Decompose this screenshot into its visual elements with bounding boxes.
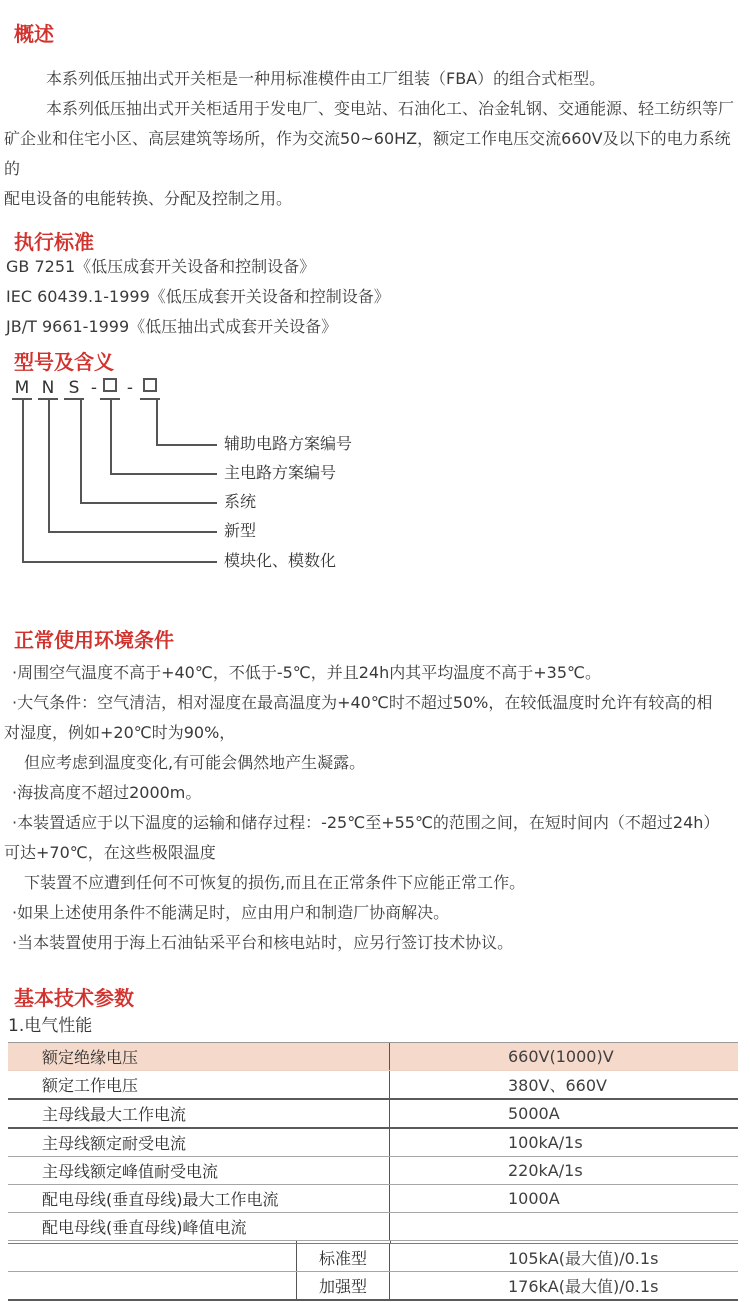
env-condition-line: ·大气条件：空气清洁，相对湿度在最高温度为+40℃时不超过50%，在较低温度时允许有较高的相 (12, 693, 713, 712)
model-label-aux-circuit: 辅助电路方案编号 (224, 434, 353, 453)
env-condition-line: 可达+70℃，在这些极限温度 (4, 843, 216, 862)
section-heading-model: 型号及含义 (14, 350, 114, 374)
env-condition-line: ·本装置适应于以下温度的运输和储存过程：-25℃至+55℃的范围之间，在短时间内（不超过24h） (12, 813, 720, 832)
param-value: 176kA(最大值)/0.1s (389, 1272, 738, 1299)
diagram-vline-m (22, 399, 24, 561)
model-label-system: 系统 (224, 492, 257, 511)
standard-item: IEC 60439.1-1999《低压成套开关设备和控制设备》 (6, 287, 390, 306)
param-label: 配电母线(垂直母线)峰值电流 (42, 1218, 247, 1237)
table-row (8, 1129, 738, 1157)
param-label: 额定绝缘电压 (42, 1048, 139, 1067)
env-condition-line: ·海拔高度不超过2000m。 (12, 783, 202, 802)
section-heading-parameters: 基本技术参数 (14, 986, 134, 1010)
param-label: 配电母线(垂直母线)最大工作电流 (42, 1190, 279, 1209)
electrical-parameters-table (8, 1042, 738, 1301)
env-condition-line: 但应考虑到温度变化,有可能会偶然地产生凝露。 (24, 753, 366, 772)
model-letter-m: M (12, 378, 32, 400)
model-letter-s: S (64, 378, 84, 400)
param-label: 主母线额定峰值耐受电流 (42, 1162, 219, 1181)
model-code-box (100, 378, 120, 400)
param-value: 5000A (389, 1100, 738, 1127)
placeholder-box-icon (103, 378, 117, 392)
parameters-subheading-electrical: 1.电气性能 (8, 1016, 93, 1036)
param-value: 105kA(最大值)/0.1s (389, 1244, 738, 1271)
param-value (389, 1213, 738, 1240)
param-value: 220kA/1s (389, 1157, 738, 1184)
param-label: 额定工作电压 (42, 1076, 139, 1095)
section-heading-environment: 正常使用环境条件 (14, 628, 174, 652)
placeholder-box-icon (143, 378, 157, 392)
diagram-hline (156, 444, 217, 446)
overview-paragraph-2-line: 矿企业和住宅小区、高层建筑等场所，作为交流50~60HZ，额定工作电压交流660V及以下的电力系统的 (4, 129, 731, 178)
env-condition-line: 下装置不应遭到任何不可恢复的损伤,而且在正常条件下应能正常工作。 (24, 873, 526, 892)
param-value: 1000A (389, 1185, 738, 1212)
diagram-vline-box2 (156, 399, 158, 444)
model-dash: - (126, 378, 134, 398)
param-value: 100kA/1s (389, 1129, 738, 1156)
diagram-hline (48, 531, 217, 533)
table-row (8, 1244, 738, 1272)
param-value: 660V(1000)V (389, 1043, 738, 1070)
diagram-vline-n (48, 399, 50, 531)
env-condition-line: ·当本装置使用于海上石油钻采平台和核电站时，应另行签订技术协议。 (12, 933, 514, 952)
table-row (8, 1043, 738, 1071)
model-letter-n: N (38, 378, 58, 400)
section-heading-overview: 概述 (14, 22, 54, 46)
param-value: 380V、660V (389, 1071, 738, 1098)
diagram-vline-box1 (110, 399, 112, 473)
table-row (8, 1071, 738, 1100)
env-condition-line: ·周围空气温度不高于+40℃，不低于-5℃，并且24h内其平均温度不高于+35℃。 (12, 663, 601, 682)
table-row (8, 1272, 738, 1301)
param-label: 主母线额定耐受电流 (42, 1134, 187, 1153)
standards-list (6, 252, 740, 342)
model-code-diagram (12, 378, 740, 590)
standard-item: GB 7251《低压成套开关设备和控制设备》 (6, 257, 316, 276)
table-row (8, 1185, 738, 1213)
overview-paragraph-2 (6, 94, 740, 214)
table-row (8, 1213, 738, 1241)
model-label-modular: 模块化、模数化 (224, 551, 337, 570)
model-label-main-circuit: 主电路方案编号 (224, 463, 337, 482)
section-heading-standards: 执行标准 (14, 230, 94, 254)
param-sublabel: 加强型 (296, 1272, 389, 1299)
diagram-vline-s (80, 399, 82, 502)
param-label: 主母线最大工作电流 (42, 1105, 187, 1124)
table-row (8, 1100, 738, 1129)
overview-paragraph-1: 本系列低压抽出式开关柜是一种用标准模件由工厂组装（FBA）的组合式柜型。 (46, 69, 606, 88)
environment-conditions-list (6, 658, 740, 958)
env-condition-line: ·如果上述使用条件不能满足时，应由用户和制造厂协商解决。 (12, 903, 450, 922)
param-sublabel: 标准型 (296, 1244, 389, 1271)
env-condition-line: 对湿度，例如+20℃时为90%， (4, 723, 236, 742)
model-label-new-type: 新型 (224, 521, 257, 540)
diagram-hline (110, 473, 217, 475)
diagram-hline (22, 561, 217, 563)
standard-item: JB/T 9661-1999《低压抽出式成套开关设备》 (6, 317, 338, 336)
model-code-box (140, 378, 160, 400)
diagram-hline (80, 502, 217, 504)
overview-paragraph-2-line: 配电设备的电能转换、分配及控制之用。 (4, 189, 293, 208)
overview-paragraph-2-line: 本系列低压抽出式开关柜适用于发电厂、变电站、石油化工、冶金轧钢、交通能源、轻工纺织等厂 (46, 99, 735, 118)
model-dash: - (90, 378, 98, 398)
table-row (8, 1157, 738, 1185)
